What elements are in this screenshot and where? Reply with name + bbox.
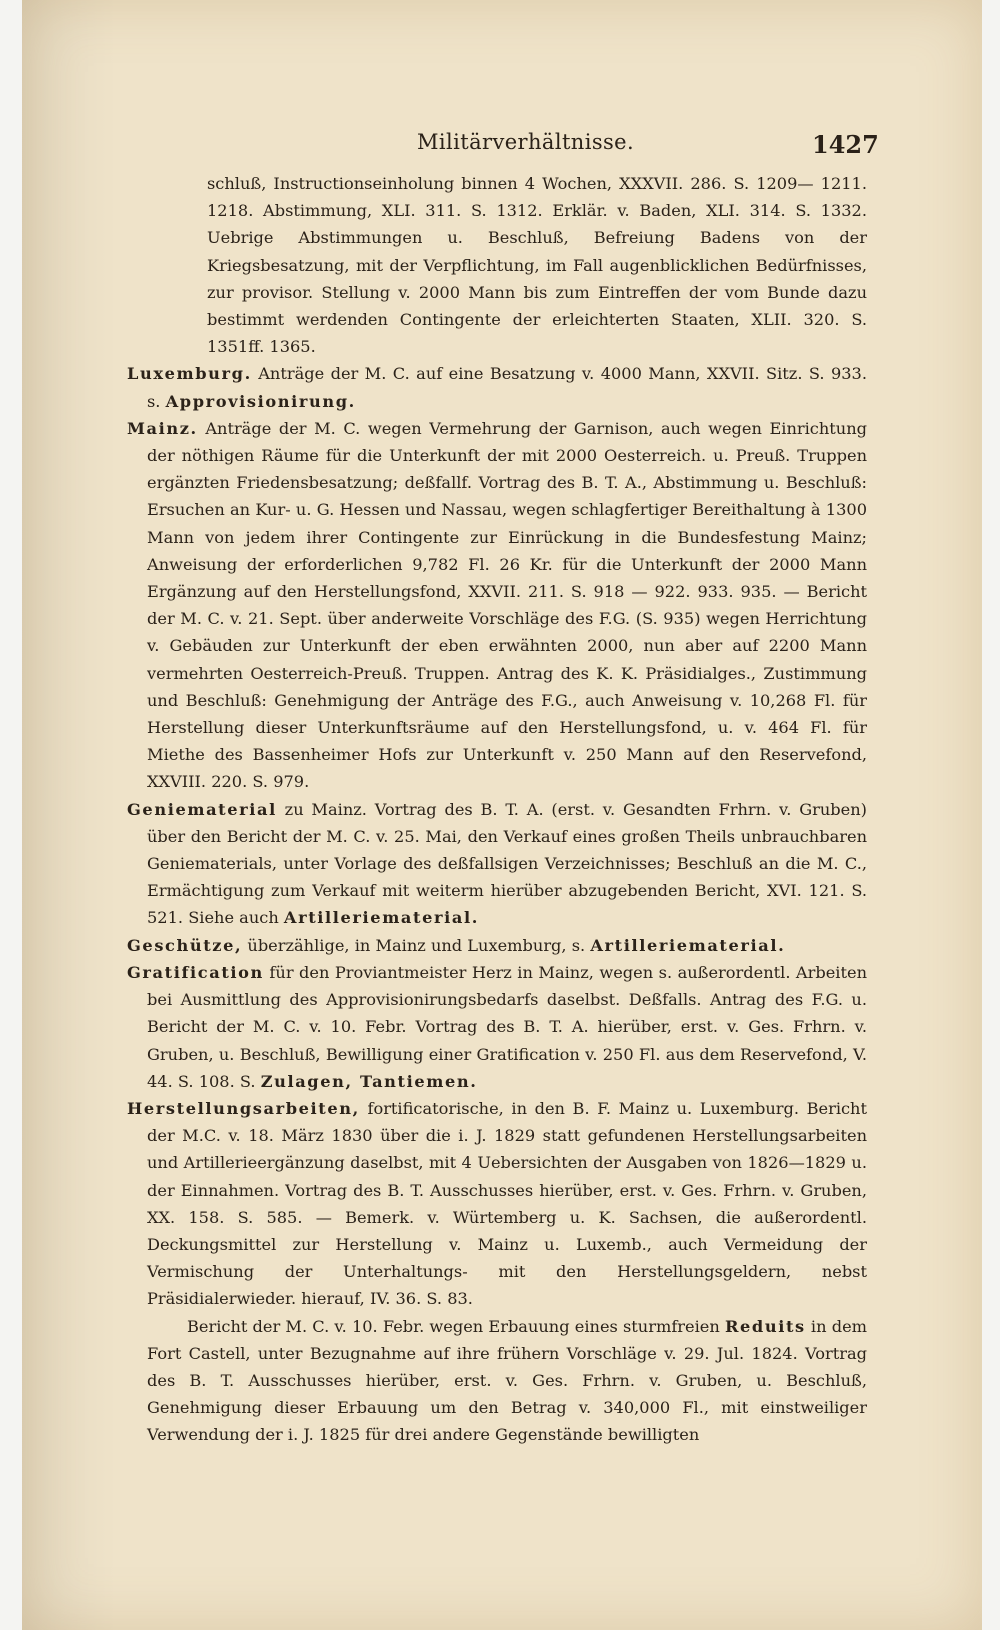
page-header — [22, 130, 982, 160]
page-gutter — [22, 0, 117, 1630]
entry-text: für den Proviantmeister Herz in Mainz, wegen s. außerordentl. Arbeiten bei Ausmittlung des Approvisionirungsbedarfs daselbst. Deßfalls. Antrag des F.G. u. Bericht der M. C. v. 10. Febr. Vortrag des B. T. A. hierüber, erst. v. Ges. Frhrn. v. Gruben, u. Beschluß, Bewilligung einer Gratification v. 250 Fl. aus dem Reservefond, V. 44. S. 108. S. — [147, 962, 867, 1091]
entry-cross-reference: Approvisionirung. — [165, 391, 356, 411]
entry-keyword: Geniematerial — [127, 799, 277, 819]
index-entry-geniematerial — [127, 796, 867, 932]
entry-cross-reference: Artilleriematerial. — [283, 908, 479, 928]
index-body — [127, 170, 867, 1449]
entry-cross-reference: Artilleriematerial. — [590, 935, 786, 955]
index-entry-herstellungsarbeiten — [127, 1095, 867, 1313]
entry-text: Anträge der M. C. auf eine Besatzung v. 4000 Mann, XXVII. Sitz. S. 933. s. — [147, 364, 867, 411]
entry-text: überzählige, in Mainz und Luxemburg, s. — [242, 935, 591, 955]
entry-text: zu Mainz. Vortrag des B. T. A. (erst. v. Gesandten Frhrn. v. Gruben) über den Bericht der M. C. v. 25. Mai, den Verkauf eines großen Theils unbrauchbaren Geniematerials, unter Vorlage des deßfallsigen Verzeichnisses; Beschluß an die M. C., Ermächtigung zum Verkauf mit weiterm hierüber abzugebenden Bericht, XVI. 121. S. 521. Siehe auch — [147, 799, 867, 928]
entry-text: schluß, Instructionseinholung binnen 4 Wochen, XXXVII. 286. S. 1209— 1211. 1218. Abstimmung, XLI. 311. S. 1312. Erklär. v. Baden, XLI. 314. S. 1332. Uebrige Abstimmungen u. Beschluß, Befreiung Badens von der Kriegsbesatzung, mit der Verpflichtung, im Fall augenblicklichen Bedürfnisses, zur provisor. Stellung v. 2000 Mann bis zum Eintreffen der vom Bunde dazu bestimmt werdenden Contingente der erleichterten Staaten, XLII. 320. S. 1351ff. 1365. — [207, 174, 867, 357]
entry-text-continued: in dem Fort Castell, unter Bezugnahme auf ihre frühern Vorschläge v. 29. Jul. 1824. Vortrag des B. T. Ausschusses hierüber, erst. v. Ges. Frhrn. v. Gruben, u. Beschluß, Genehmigung dieser Erbauung um den Betrag v. 340,000 Fl., mit einstweiliger Verwendung der i. J. 1825 für drei andere Gegenstände bewilligten — [147, 1316, 867, 1445]
entry-text: Bericht der M. C. v. 10. Febr. wegen Erbauung eines sturmfreien — [187, 1316, 725, 1336]
index-entry-mainz — [127, 415, 867, 796]
page-number: 1427 — [812, 130, 879, 159]
entry-text: fortificatorische, in den B. F. Mainz u. Luxemburg. Bericht der M.C. v. 18. März 1830 über die i. J. 1829 statt gefundenen Herstellungsarbeiten und Artillerieergänzung daselbst, mit 4 Uebersichten der Ausgaben von 1826—1829 u. der Einnahmen. Vortrag des B. T. Ausschusses hierüber, erst. v. Ges. Frhrn. v. Gruben, XX. 158. S. 585. — Bemerk. v. Würtemberg u. K. Sachsen, die außerordentl. Deckungsmittel zur Herstellung v. Mainz u. Luxemb., auch Vermeidung der Vermischung der Unterhaltungs- mit den Herstellungsgeldern, nebst Präsidialerwieder. hierauf, IV. 36. S. 83. — [147, 1098, 867, 1309]
document-page — [22, 0, 982, 1630]
entry-keyword: Luxemburg. — [127, 364, 252, 384]
index-entry-continuation — [127, 170, 867, 360]
entry-keyword: Geschütze, — [127, 935, 243, 955]
entry-cross-reference: Zulagen, Tantiemen. — [260, 1071, 478, 1091]
running-head: Militärverhältnisse. — [417, 130, 635, 154]
entry-keyword-inline: Reduits — [724, 1316, 806, 1336]
entry-keyword: Herstellungsarbeiten, — [127, 1098, 360, 1118]
index-entry-geschuetze — [127, 932, 867, 959]
index-entry-subparagraph — [127, 1313, 867, 1449]
entry-text: Anträge der M. C. wegen Vermehrung der Garnison, auch wegen Einrichtung der nöthigen Räume für die Unterkunft der mit 2000 Oesterreich. u. Preuß. Truppen ergänzten Friedensbesatzung; deßfallf. Vortrag des B. T. A., Abstimmung u. Beschluß: Ersuchen an Kur- u. G. Hessen und Nassau, wegen schlagfertiger Bereithaltung à 1300 Mann von jedem ihrer Contingente zur Einrückung in die Bundesfestung Mainz; Anweisung der erforderlichen 9,782 Fl. 26 Kr. für die Unterkunft der 2000 Mann Ergänzung auf den Herstellungsfond, XXVII. 211. S. 918 — 922. 933. 935. — Bericht der M. C. v. 21. Sept. über anderweite Vorschläge des F.G. (S. 935) wegen Herrichtung v. Gebäuden zur Unterkunft der eben erwähnten 2000, nun aber auf 2200 Mann vermehrten Oesterreich-Preuß. Truppen. Antrag des K. K. Präsidialges., Zustimmung und Beschluß: Genehmigung der Anträge des F.G., auch Anweisung v. 10,268 Fl. für Herstellung dieser Unterkunftsräume auf den Herstellungsfond, u. v. 464 Fl. für Miethe des Bassenheimer Hofs zur Unterkunft v. 250 Mann auf den Reservefond, XXVIII. 220. S. 979. — [147, 418, 867, 792]
entry-keyword: Gratification — [127, 962, 264, 982]
entry-keyword: Mainz. — [127, 418, 198, 438]
index-entry-luxemburg — [127, 360, 867, 414]
index-entry-gratification — [127, 959, 867, 1095]
